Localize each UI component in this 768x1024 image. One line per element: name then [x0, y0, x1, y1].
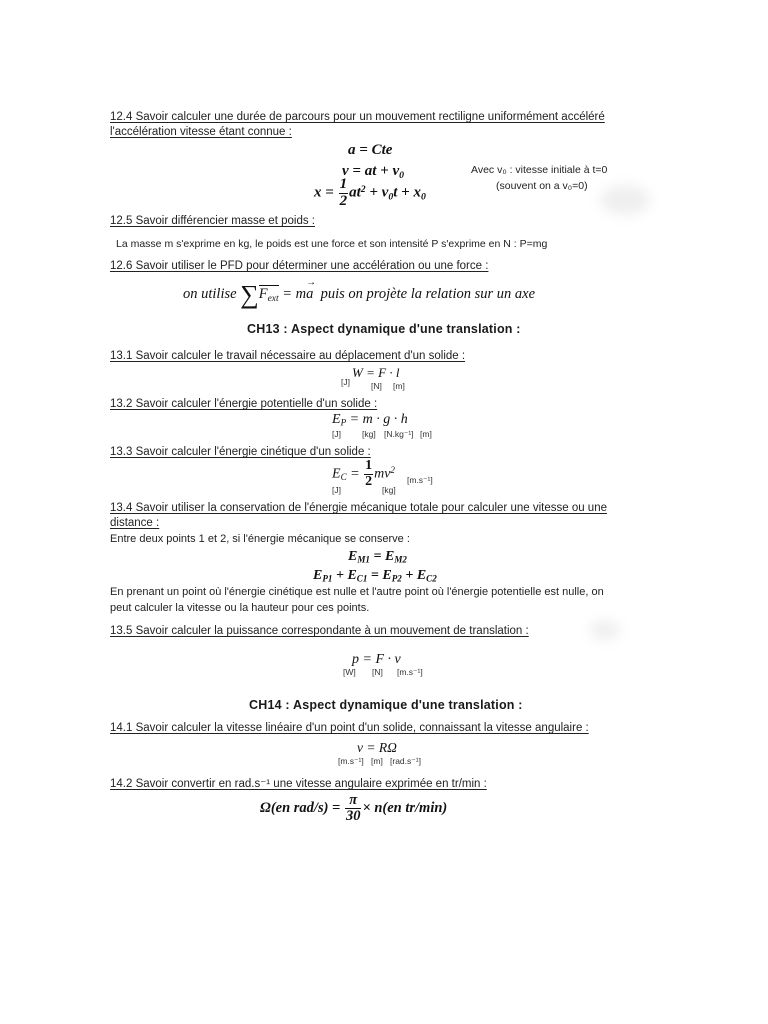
eq-text: puis on projète la relation sur un axe [320, 286, 536, 302]
eq-subscript: M2 [394, 554, 407, 565]
section-13-4-heading-line2: distance : [110, 517, 160, 529]
eq-rhs: Cte [371, 142, 393, 158]
unit-kilogram: [kg] [382, 485, 396, 495]
fraction-denominator: 2 [339, 192, 348, 209]
eq-rhs: RΩ [378, 740, 397, 755]
eq-term: E [382, 568, 392, 583]
equation-angular-conversion: Ω(en rad/s) = $\frac{\pi}{30}$ × n(en tr/min) [260, 792, 448, 825]
eq-subscript: C2 [426, 573, 437, 584]
eq-term: x [413, 184, 421, 201]
section-12-4-heading-line1: 12.4 Savoir calculer une durée de parcours pour un mouvement rectiligne uniformément accéléré [110, 111, 605, 123]
eq-lhs: p [352, 652, 359, 667]
eq-subscript: C [340, 472, 347, 483]
eq-superscript: 2 [360, 183, 366, 195]
unit-meter: [m] [393, 381, 405, 391]
eq-rhs: F · l [378, 365, 400, 380]
eq-subscript: M1 [357, 554, 370, 565]
fraction-denominator: 2 [365, 473, 373, 489]
eq-lhs: Ω(en rad/s) [260, 800, 329, 817]
eq-subscript: P1 [322, 573, 333, 584]
eq-rhs: E [384, 549, 395, 564]
initial-velocity-note-line2: (souvent on a v₀=0) [496, 180, 588, 192]
scan-smudge [600, 185, 650, 215]
unit-joule: [J] [341, 377, 350, 387]
eq-term: m [295, 286, 307, 302]
equation-linear-velocity: v = RΩ [357, 740, 397, 755]
equation-kinetic-energy: $E_C$ = $\frac{1}{2}$ $mv^2$ [332, 458, 395, 489]
section-12-6-heading: 12.6 Savoir utiliser le PFD pour déterminer une accélération ou une force : [110, 260, 489, 272]
eq-subscript: P [340, 417, 347, 428]
fraction [339, 177, 349, 210]
unit-watt: [W] [343, 667, 356, 677]
eq-term-vector: → a [306, 286, 313, 303]
eq-lhs: E [332, 466, 341, 482]
eq-lhs: v [357, 740, 363, 755]
eq-subscript: C1 [356, 573, 368, 584]
eq-term: v [392, 163, 400, 179]
unit-kilogram: [kg] [362, 429, 376, 439]
unit-newton: [N] [372, 667, 383, 677]
eq-rhs: × n(en tr/min) [362, 800, 448, 817]
eq-subscript: P2 [391, 573, 402, 584]
eq-lhs: a [348, 142, 356, 158]
equation-potential-energy: $E_P = m \cdot g \cdot h$ [332, 412, 408, 428]
section-13-2-heading: 13.2 Savoir calculer l'énergie potentielle d'un solide : [110, 398, 378, 410]
eq-subscript: 0 [388, 191, 394, 203]
eq-subscript: ext [267, 293, 279, 304]
eq-lhs: W [352, 365, 363, 380]
unit-radian-per-second: [rad.s⁻¹] [390, 756, 421, 766]
energy-text-line1: En prenant un point où l'énergie cinétique est nulle et l'autre point où l'énergie potentielle est nulle, on [110, 586, 604, 598]
equation-work: W = F · l [352, 365, 400, 380]
unit-meter-per-second: [m.s⁻¹] [397, 667, 423, 677]
unit-joule: [J] [332, 485, 341, 495]
section-12-5-heading: 12.5 Savoir différencier masse et poids : [110, 215, 315, 227]
unit-newton-per-kg: [N.kg⁻¹] [384, 429, 414, 439]
unit-meter: [m] [371, 756, 383, 766]
unit-joule: [J] [332, 429, 341, 439]
unit-meter-per-second: [m.s⁻¹] [338, 756, 364, 766]
eq-subscript: 0 [420, 191, 426, 203]
equation-velocity: v = at + $v_0$ [342, 163, 405, 181]
equation-position: x = $\frac{1}{2}$ $at^2 + v_0t + x_0$ [314, 176, 426, 209]
initial-velocity-note-line1: Avec v₀ : vitesse initiale à t=0 [471, 164, 608, 176]
eq-subscript: 0 [399, 169, 405, 181]
eq-lhs: E [348, 549, 358, 564]
unit-meter-per-second: [m.s⁻¹] [407, 475, 433, 485]
eq-term: E [347, 568, 357, 583]
equation-acceleration-constant: a = Cte [348, 142, 393, 158]
sum-symbol: ∑ [240, 280, 259, 309]
eq-text: on utilise [183, 286, 237, 302]
eq-lhs: x [314, 184, 322, 201]
eq-lhs: E [332, 412, 341, 427]
equation-power: p = F · v [352, 652, 401, 667]
vector-bar [259, 285, 279, 304]
section-13-4-heading-line1: 13.4 Savoir utiliser la conservation de l'énergie mécanique totale pour calculer une vitesse ou une [110, 502, 607, 514]
chapter-14-title: CH14 : Aspect dynamique d'une translation : [249, 698, 523, 712]
eq-rhs: m · g · h [362, 412, 408, 427]
section-12-4-heading-line2: l'accélération vitesse étant connue : [110, 126, 292, 138]
energy-conservation-intro: Entre deux points 1 et 2, si l'énergie mécanique se conserve : [110, 533, 410, 545]
scan-smudge [590, 620, 620, 640]
fraction [364, 459, 373, 489]
equation-mechanical-energy: $E_{M1} = E_{M2}$ [348, 549, 407, 565]
eq-lhs: v [342, 163, 349, 179]
section-14-2-heading: 14.2 Savoir convertir en rad.s⁻¹ une vitesse angulaire exprimée en tr/min : [110, 778, 487, 790]
eq-rhs: mv [374, 466, 391, 482]
fraction [345, 793, 362, 824]
fraction-numerator: 1 [365, 458, 373, 473]
eq-term: v [381, 184, 389, 201]
unit-meter: [m] [420, 429, 432, 439]
eq-term: E [313, 568, 323, 583]
eq-term: F [258, 286, 268, 302]
fraction-numerator: π [345, 793, 362, 809]
eq-rhs: F · v [375, 652, 401, 667]
eq-term: E [416, 568, 427, 583]
section-13-3-heading: 13.3 Savoir calculer l'énergie cinétique d'un solide : [110, 446, 371, 458]
equation-energy-sum: $E_{P1} + E_{C1} = E_{P2} + E_{C2}$ [313, 568, 437, 584]
chapter-13-title: CH13 : Aspect dynamique d'une translation : [247, 322, 521, 336]
eq-term: at [364, 163, 377, 179]
equation-pfd: on utilise $\sum F_{ext} = m\to a$ puis on projète la relation sur un axe [183, 280, 535, 310]
fraction-numerator: 1 [339, 176, 348, 192]
unit-newton: [N] [371, 381, 382, 391]
section-13-1-heading: 13.1 Savoir calculer le travail nécessaire au déplacement d'un solide : [110, 350, 466, 362]
eq-superscript: 2 [390, 464, 395, 475]
fraction-denominator: 30 [345, 808, 361, 825]
section-14-1-heading: 14.1 Savoir calculer la vitesse linéaire d'un point d'un solide, connaissant la vitesse angulaire : [110, 722, 589, 734]
eq-term: t [393, 184, 398, 201]
mass-weight-text: La masse m s'exprime en kg, le poids est une force et son intensité P s'exprime en N : P=mg [116, 238, 548, 250]
section-13-5-heading: 13.5 Savoir calculer la puissance correspondante à un mouvement de translation : [110, 625, 529, 637]
eq-term: at [349, 184, 361, 201]
energy-text-line2: peut calculer la vitesse ou la hauteur pour ces points. [110, 602, 370, 614]
